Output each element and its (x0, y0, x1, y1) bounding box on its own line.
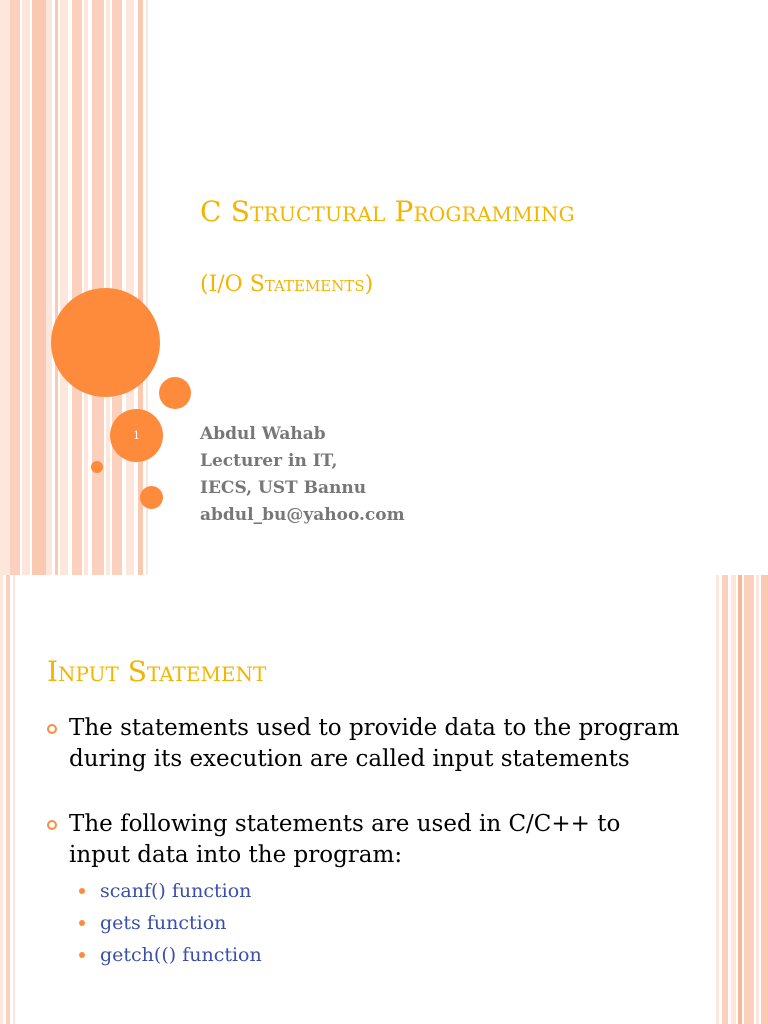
slide-subtitle: (I/O Statements) (200, 272, 374, 297)
author-block (200, 421, 405, 529)
decorative-stripe (756, 575, 759, 1024)
decorative-stripe (22, 0, 30, 575)
author-institution: IECS, UST Bannu (200, 478, 367, 498)
decorative-stripe (13, 575, 15, 1024)
slide-title: C Structural Programming (200, 195, 575, 228)
decorative-stripe (716, 575, 719, 1024)
decorative-stripe (722, 575, 728, 1024)
author-name: Abdul Wahab (200, 424, 326, 444)
slide-title: Input Statement (47, 655, 267, 688)
sub-bullet-item (69, 875, 687, 907)
decorative-stripe (6, 575, 10, 1024)
sub-bullet-item (69, 907, 687, 939)
dot-bullet-icon (79, 952, 85, 958)
slide-number-badge: 1 (110, 409, 163, 462)
author-position: Lecturer in IT, (200, 451, 338, 471)
sub-bullet-text: scanf() function (100, 880, 252, 902)
decorative-stripe (761, 575, 768, 1024)
decorative-stripe (744, 575, 754, 1024)
decorative-circle-large (51, 288, 160, 397)
decorative-stripe (112, 0, 122, 575)
decorative-stripe (738, 575, 742, 1024)
dot-bullet-icon (79, 888, 85, 894)
decorative-circle-small (159, 377, 191, 409)
decorative-stripe (0, 575, 3, 1024)
decorative-stripe (55, 0, 58, 575)
content-slide (0, 575, 768, 1024)
decorative-circle-tiny (91, 461, 103, 473)
decorative-stripe (731, 575, 736, 1024)
bullet-item (47, 809, 687, 971)
author-email: abdul_bu@yahoo.com (200, 505, 405, 525)
decorative-stripe (0, 0, 10, 575)
decorative-stripe (10, 0, 20, 575)
sub-bullet-item (69, 939, 687, 971)
bullet-text: The statements used to provide data to the program during its execution are called input statements (69, 715, 680, 772)
bullet-item (47, 713, 687, 775)
sub-bullet-text: gets function (100, 912, 227, 934)
bullet-list (47, 713, 687, 1005)
ring-bullet-icon (47, 724, 57, 734)
sub-bullet-text: getch(() function (100, 944, 262, 966)
decorative-stripe (84, 0, 88, 575)
decorative-circle-small (140, 486, 163, 509)
bullet-text: The following statements are used in C/C++ to input data into the program: (69, 811, 621, 868)
decorative-stripe (72, 0, 82, 575)
ring-bullet-icon (47, 820, 57, 830)
decorative-stripe (32, 0, 46, 575)
dot-bullet-icon (79, 920, 85, 926)
sub-bullet-list (69, 875, 687, 971)
decorative-stripe (126, 0, 134, 575)
decorative-stripe (46, 0, 52, 575)
decorative-stripe (60, 0, 68, 575)
